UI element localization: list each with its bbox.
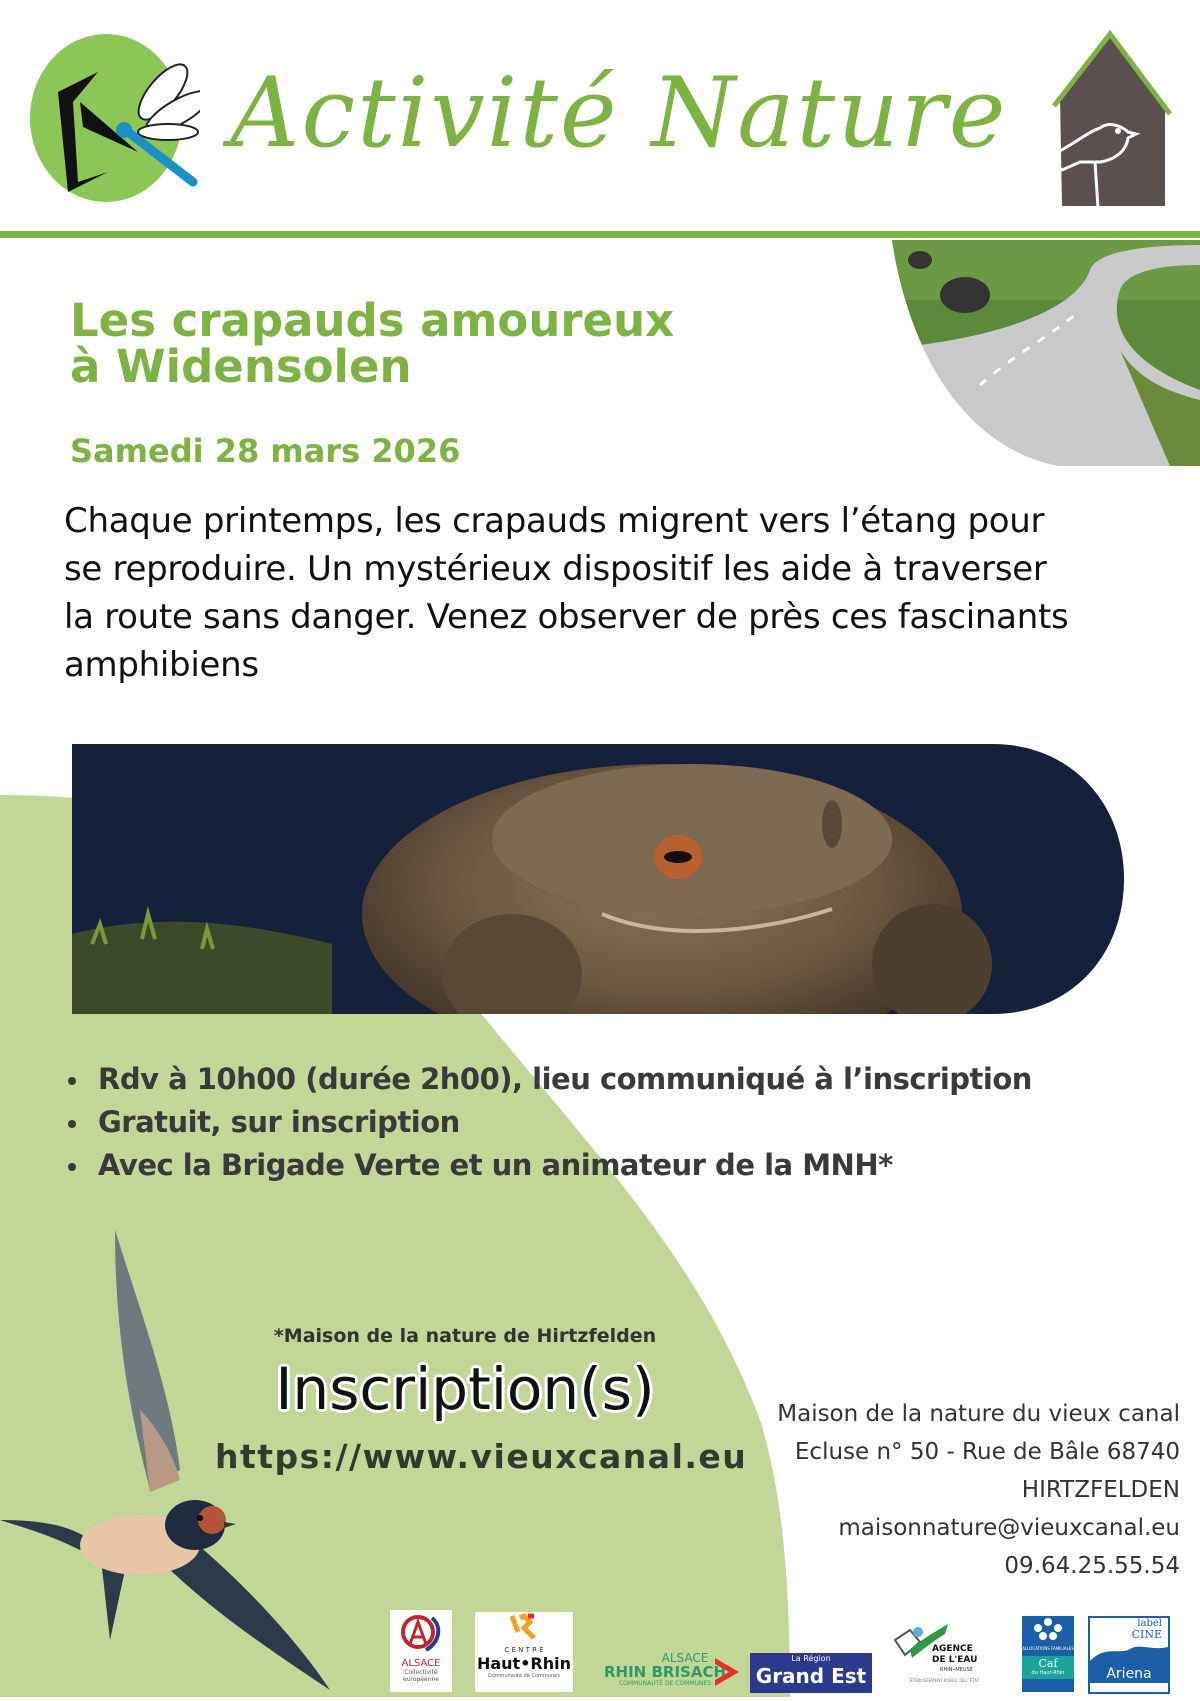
partner-logos bbox=[390, 1600, 1190, 1690]
grand-est-logo: La Région Grand Est bbox=[750, 1653, 872, 1693]
contact-address: Ecluse n° 50 - Rue de Bâle 68740 bbox=[794, 1439, 1180, 1465]
contact-email[interactable]: maisonnature@vieuxcanal.eu bbox=[838, 1515, 1180, 1541]
header-title: Activité Nature bbox=[230, 57, 1008, 169]
event-title bbox=[70, 294, 770, 393]
cine-ariena-logo: label CINE Ariena bbox=[1088, 1616, 1170, 1694]
contact-city: HIRTZFELDEN bbox=[1021, 1477, 1180, 1503]
header-divider bbox=[0, 231, 1200, 238]
detail-meeting-time: Rdv à 10h00 (durée 2h00), lieu communiqué à l’inscription bbox=[62, 1058, 1032, 1101]
winding-road-photo bbox=[880, 240, 1200, 466]
centre-haut-rhin-logo: C E N T R E Haut•Rhin Communauté de Communes bbox=[475, 1612, 573, 1692]
event-title-line1: Les crapauds amoureux bbox=[70, 294, 675, 347]
event-date: Samedi 28 mars 2026 bbox=[70, 432, 461, 470]
rhin-brisach-logo: ALSACE RHIN BRISACH COMMUNAUTÉ DE COMMUNES bbox=[604, 1651, 726, 1687]
event-description: Chaque printemps, les crapauds migrent vers l’étang pour se reproduire. Un mystérieux dispositif les aide à traverser la route sans danger. Venez observer de près ces fascinants amphibiens bbox=[64, 501, 1069, 685]
toad-photo bbox=[72, 744, 1124, 1014]
alsace-logo: ALSACE Collectivité européenne bbox=[390, 1610, 452, 1692]
registration-url-link[interactable]: https://www.vieuxcanal.eu bbox=[215, 1437, 748, 1476]
caf-logo: ALLOCATIONS FAMILIALES Caf du Haut-Rhin bbox=[1022, 1616, 1074, 1692]
event-title-line2: à Widensolen bbox=[70, 340, 412, 393]
detail-guides: Avec la Brigade Verte et un animateur de la MNH* bbox=[62, 1144, 1032, 1187]
contact-name: Maison de la nature du vieux canal bbox=[777, 1401, 1180, 1427]
registration-title: Inscription(s) bbox=[275, 1355, 655, 1423]
contact-block bbox=[740, 1395, 1180, 1585]
event-details-list bbox=[62, 1058, 1032, 1187]
birdhouse-logo bbox=[1040, 28, 1180, 210]
contact-phone[interactable]: 09.64.25.55.54 bbox=[1004, 1553, 1180, 1579]
dragonfly-logo bbox=[28, 32, 200, 204]
footnote-mnh: *Maison de la nature de Hirtzfelden bbox=[273, 1325, 657, 1347]
rhin-brisach-chevron-icon bbox=[713, 1656, 741, 1692]
agence-eau-logo: AGENCE DE L'EAU RHIN•MEUSE ÉTABLISSEMENT PUBLIC DE L'ÉTAT bbox=[890, 1620, 1000, 1695]
caf-green-band: Caf du Haut-Rhin bbox=[1022, 1656, 1074, 1679]
detail-free-registration: Gratuit, sur inscription bbox=[62, 1101, 1032, 1144]
